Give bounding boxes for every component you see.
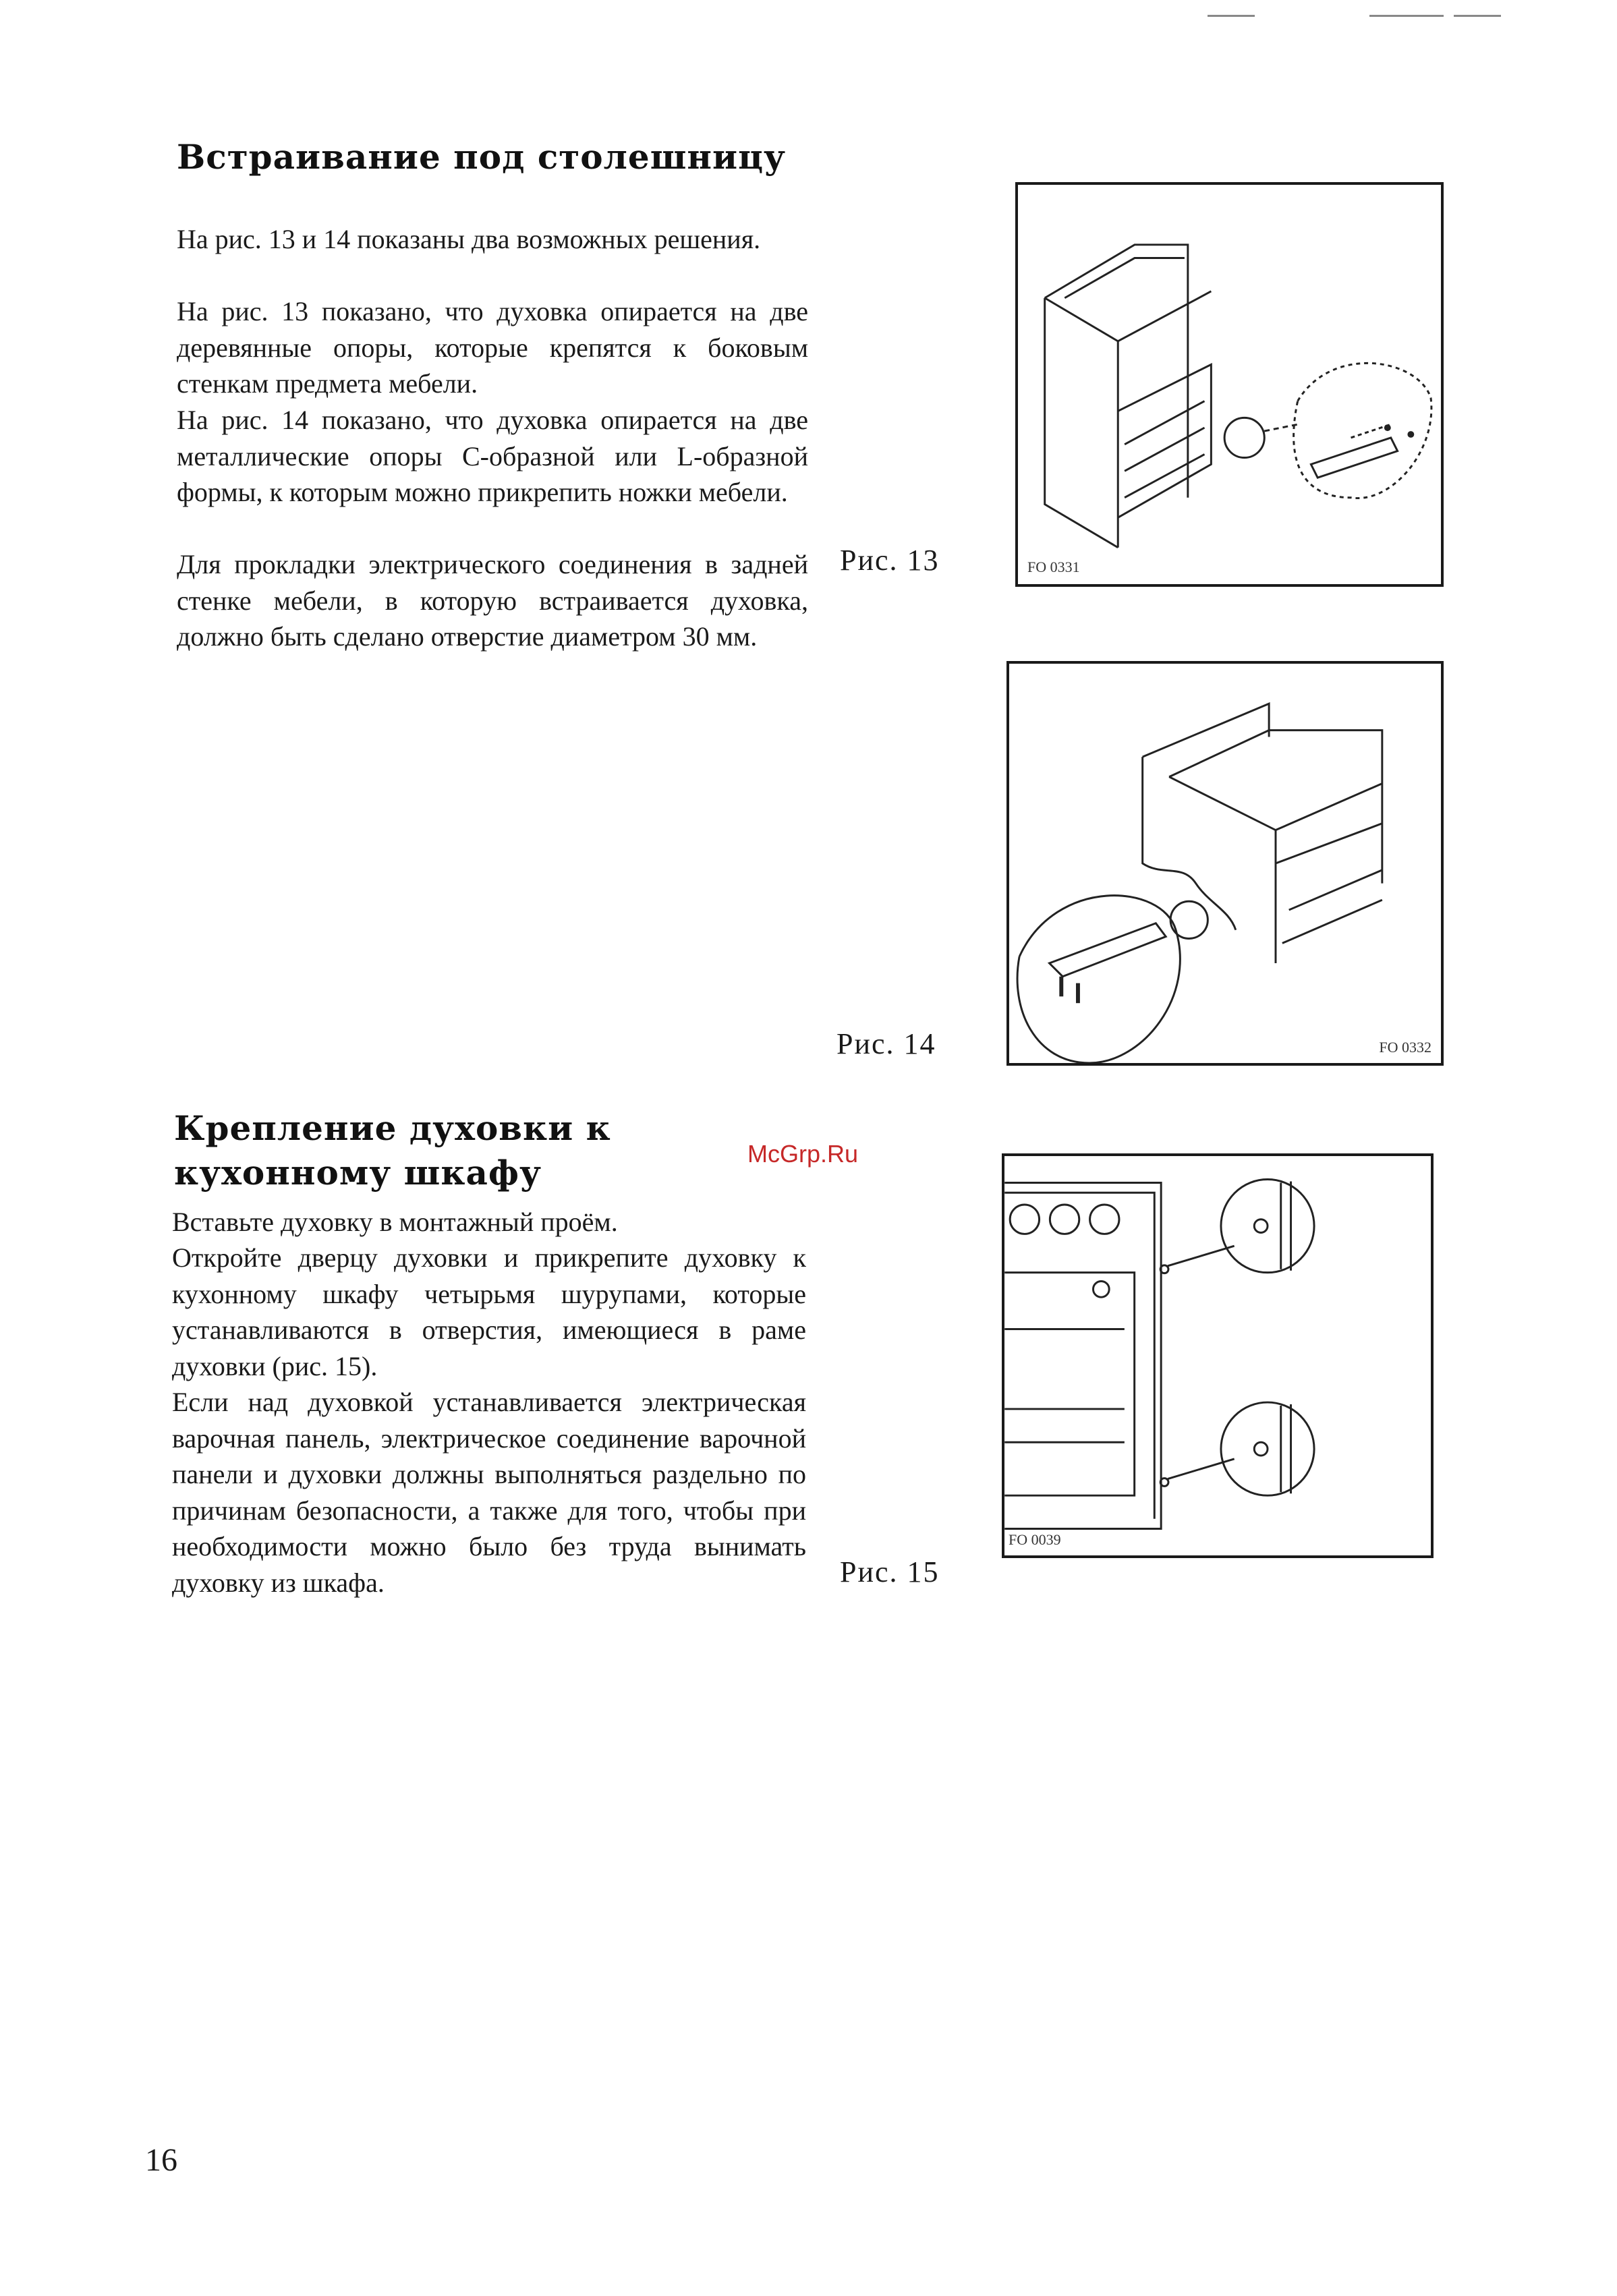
figure-caption: Рис. 14 — [836, 1027, 936, 1060]
cabinet-metal-supports-illustration — [1009, 664, 1441, 1063]
scan-mark — [1208, 15, 1255, 17]
figure-caption: Рис. 15 — [840, 1555, 940, 1588]
figure-code: FO 0331 — [1027, 558, 1080, 575]
cabinet-wooden-supports-illustration — [1018, 185, 1441, 584]
paragraph: На рис. 13 и 14 показаны два возможных решения. — [177, 224, 761, 254]
paragraph: Откройте дверцу духовки и прикрепите духовку к кухонному шкафу четырьмя шурупами, которые устанавливаются в отверстия, имеющиеся в раме духовки (рис. 15). — [172, 1242, 806, 1381]
figure-caption: Рис. 13 — [840, 544, 940, 577]
paragraph: На рис. 14 показано, что духовка опирается на две металлические опоры С-образной или L-образной формы, к которым можно прикрепить ножки мебели. — [177, 405, 808, 507]
figure-15 — [1002, 1153, 1434, 1558]
page-number: 16 — [145, 2142, 177, 2178]
watermark: McGrp.Ru — [747, 1140, 859, 1168]
paragraph: Для прокладки электрического соединения в задней стенке мебели, в которую встраивается духовка, должно быть сделано отверстие диаметром 30 мм. — [177, 549, 808, 652]
figure-13 — [1015, 182, 1444, 587]
figure-14 — [1006, 661, 1444, 1066]
oven-screw-fixing-illustration — [1004, 1156, 1431, 1555]
scan-mark — [1454, 15, 1501, 17]
section-title-oven-mounting: Крепление духовки к кухонному шкафу — [174, 1108, 611, 1193]
paragraph: Вставьте духовку в монтажный проём. — [172, 1207, 618, 1237]
paragraph: Если над духовкой устанавливается электрическая варочная панель, электрическое соединение варочной панели и духовки должны выполняться раздельно по причинам безопасности, а также для того, чтобы при необходимости можно было без труда вынимать духовку из шкафа. — [172, 1387, 806, 1598]
scan-mark — [1369, 15, 1444, 17]
paragraph: На рис. 13 показано, что духовка опирается на две деревянные опоры, которые крепятся к боковым стенкам предмета мебели. — [177, 296, 808, 399]
section-title-countertop: Встраивание под столешницу — [177, 137, 787, 177]
figure-code: FO 0039 — [1009, 1531, 1061, 1548]
figure-code: FO 0332 — [1379, 1039, 1431, 1056]
